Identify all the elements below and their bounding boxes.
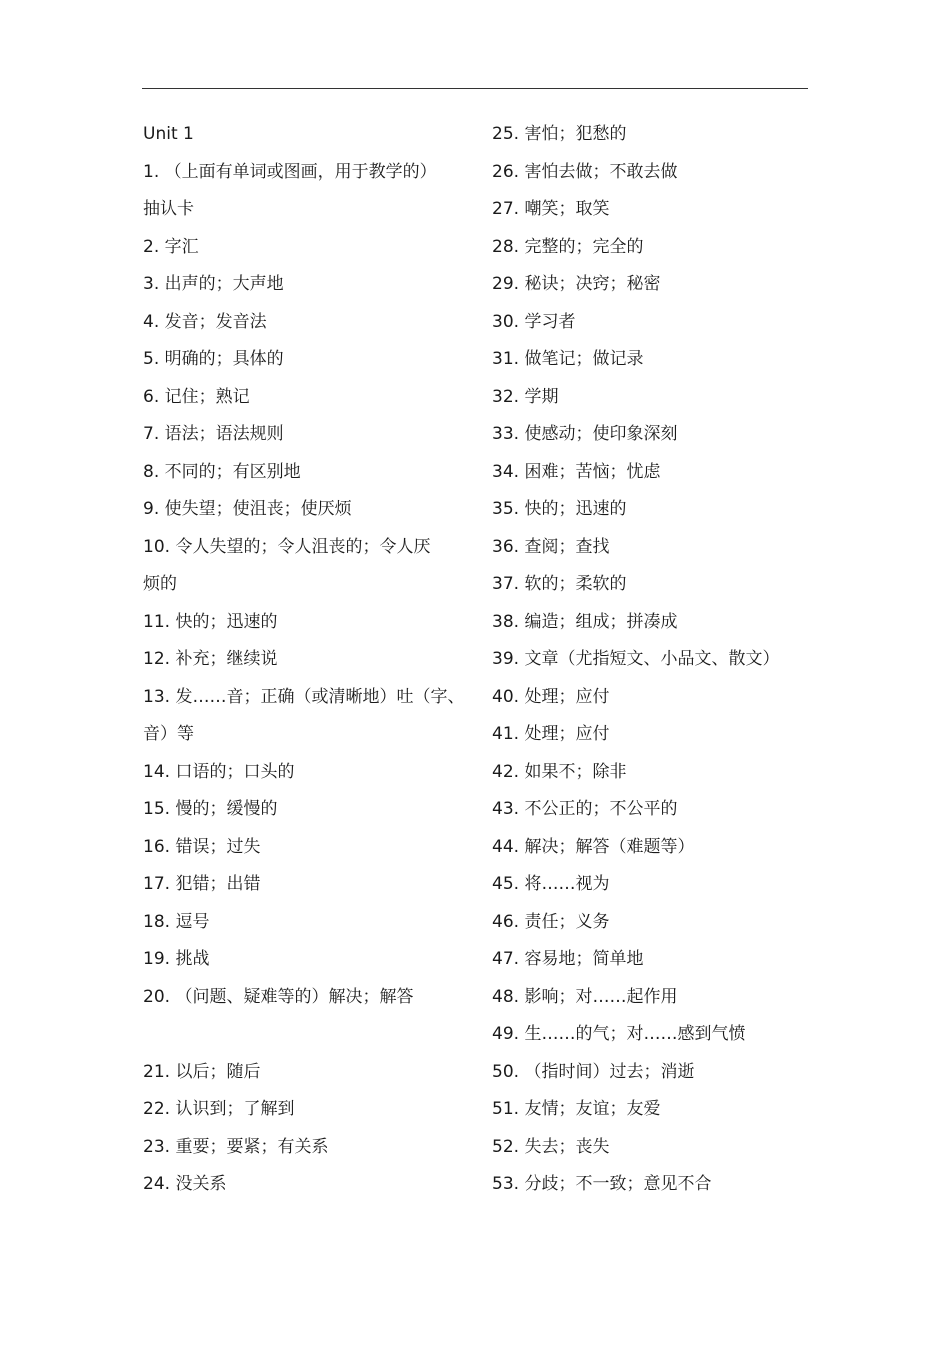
- list-item: 34. 困难；苦恼；忧虑: [492, 461, 661, 482]
- list-item: 13. 发……音；正确（或清晰地）吐（字、: [143, 686, 465, 707]
- list-item: 3. 出声的；大声地: [143, 274, 284, 294]
- list-item: 33. 使感动；使印象深刻: [492, 424, 678, 444]
- list-item: 44. 解决；解答（难题等）: [492, 836, 695, 857]
- list-item: 9. 使失望；使沮丧；使厌烦: [143, 499, 352, 519]
- list-item: 2. 字汇: [143, 236, 199, 257]
- list-item: 52. 失去；丧失: [492, 1136, 610, 1157]
- list-item: 49. 生……的气；对……感到气愤: [492, 1024, 746, 1044]
- unit-heading: Unit 1: [143, 124, 194, 144]
- blank-line: [143, 1016, 473, 1054]
- list-item: 烦的: [143, 574, 177, 594]
- list-item: 6. 记住；熟记: [143, 386, 250, 407]
- list-item: 50. （指时间）过去；消逝: [492, 1061, 695, 1082]
- list-item: 24. 没关系: [143, 1174, 227, 1194]
- list-item: 28. 完整的；完全的: [492, 236, 644, 257]
- list-item: 抽认卡: [143, 199, 194, 219]
- list-item: 5. 明确的；具体的: [143, 349, 284, 369]
- list-item: 12. 补充；继续说: [143, 649, 278, 669]
- list-item: 39. 文章（尤指短文、小品文、散文）: [492, 649, 780, 669]
- list-item: 46. 责任；义务: [492, 911, 610, 932]
- list-item: 32. 学期: [492, 386, 559, 407]
- list-item: 27. 嘲笑；取笑: [492, 199, 610, 219]
- list-item: 48. 影响；对……起作用: [492, 986, 678, 1007]
- list-item: 31. 做笔记；做记录: [492, 349, 644, 369]
- list-item: 37. 软的；柔软的: [492, 574, 627, 594]
- header-rule: [142, 88, 808, 89]
- list-item: 22. 认识到；了解到: [143, 1099, 295, 1119]
- list-item: 1. （上面有单词或图画，用于教学的）: [143, 161, 437, 182]
- list-item: 30. 学习者: [492, 311, 576, 332]
- left-column: [143, 116, 473, 1204]
- list-item: 36. 查阅；查找: [492, 536, 610, 557]
- list-item: 14. 口语的；口头的: [143, 761, 295, 782]
- list-item: 53. 分歧；不一致；意见不合: [492, 1174, 712, 1194]
- list-item: 45. 将……视为: [492, 874, 610, 894]
- list-item: 47. 容易地；简单地: [492, 949, 644, 969]
- list-item: 20. （问题、疑难等的）解决；解答: [143, 986, 414, 1007]
- list-item: 11. 快的；迅速的: [143, 611, 278, 632]
- right-column: [492, 116, 822, 1204]
- list-item: 26. 害怕去做；不敢去做: [492, 161, 678, 182]
- list-item: 21. 以后；随后: [143, 1061, 261, 1082]
- list-item: 17. 犯错；出错: [143, 874, 261, 894]
- list-item: 18. 逗号: [143, 911, 210, 932]
- list-item: 41. 处理；应付: [492, 724, 610, 744]
- list-item: 40. 处理；应付: [492, 686, 610, 707]
- list-item: 19. 挑战: [143, 949, 210, 969]
- list-item: 7. 语法；语法规则: [143, 424, 284, 444]
- list-item: 8. 不同的；有区别地: [143, 461, 301, 482]
- list-item: 16. 错误；过失: [143, 836, 261, 857]
- list-item: 35. 快的；迅速的: [492, 499, 627, 519]
- list-item: 10. 令人失望的；令人沮丧的；令人厌: [143, 536, 431, 557]
- list-item: 38. 编造；组成；拼凑成: [492, 611, 678, 632]
- list-item: 音）等: [143, 724, 194, 744]
- list-item: 42. 如果不；除非: [492, 761, 627, 782]
- list-item: 15. 慢的；缓慢的: [143, 799, 278, 819]
- list-item: 25. 害怕；犯愁的: [492, 124, 627, 144]
- list-item: 29. 秘诀；决窍；秘密: [492, 274, 661, 294]
- list-item: 51. 友情；友谊；友爱: [492, 1099, 661, 1119]
- list-item: 43. 不公正的；不公平的: [492, 799, 678, 819]
- list-item: 23. 重要；要紧；有关系: [143, 1136, 329, 1157]
- list-item: 4. 发音；发音法: [143, 311, 267, 332]
